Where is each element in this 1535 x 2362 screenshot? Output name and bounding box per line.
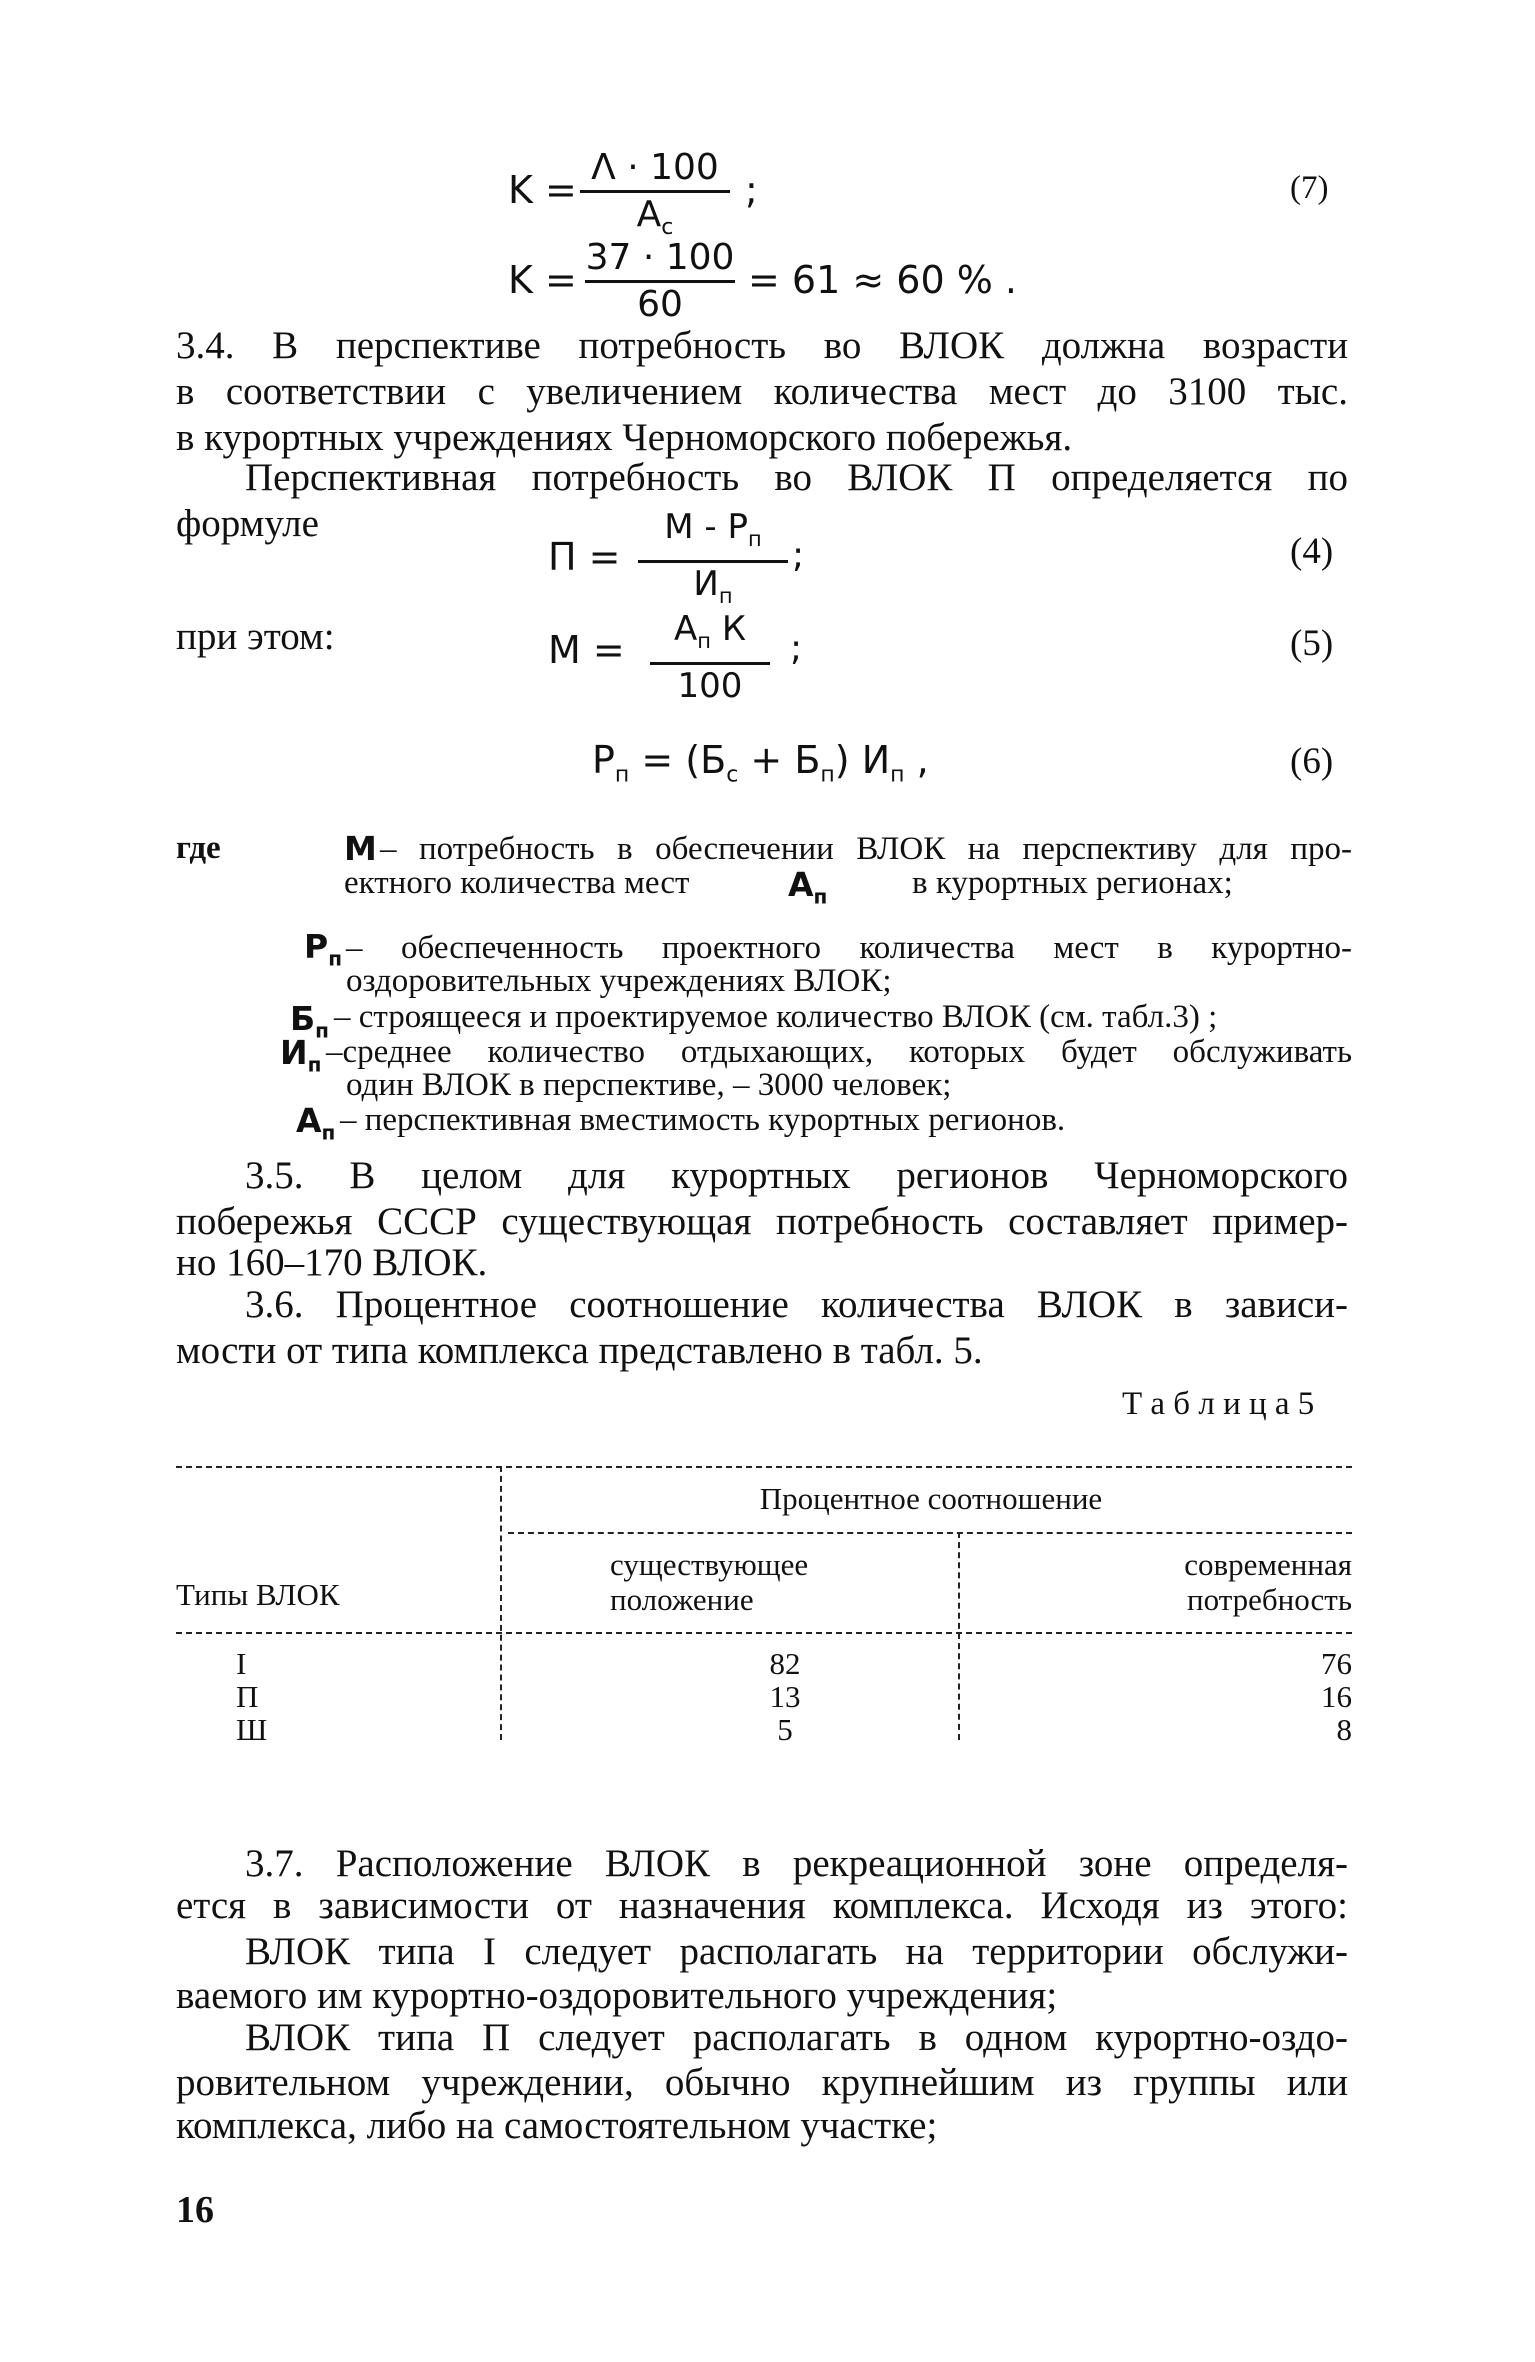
defs-p-line-1: – обеспеченность проектного количества мест в курортно- — [346, 930, 1352, 966]
formula4-num-sub: п — [748, 526, 762, 551]
formula7-den1-sub: c — [661, 215, 674, 241]
formula7-k2: K = — [508, 258, 577, 302]
formula6-p: Р — [592, 738, 615, 782]
table-rule-header — [176, 1632, 1352, 1634]
formula7-num1: Λ · 100 — [591, 147, 719, 188]
table-row-2-type: П — [236, 1679, 259, 1714]
formula5-lhs: М = — [548, 628, 625, 672]
formula7-k1: K = — [508, 168, 577, 212]
formula4-lhs: П = — [548, 535, 621, 579]
table-row-3-modern: 8 — [1336, 1712, 1352, 1747]
pri-etom: при этом: — [176, 615, 335, 658]
formula7-semicolon: ; — [745, 168, 758, 212]
table-group-header: Процентное соотношение — [759, 1481, 1103, 1516]
para-3-7-line-2: ется в зависимости от назначения комплекса. Исходя из этого: — [176, 1884, 1348, 1927]
defs-an-line: – перспективная вместимость курортных регионов. — [340, 1102, 1066, 1138]
defs-p-sym-text: Р — [304, 927, 329, 966]
formula4-den-sub: п — [718, 583, 733, 608]
formula4-num: М - Р — [664, 507, 748, 547]
table-caption: Т а б л и ц а 5 — [1122, 1386, 1315, 1422]
table-rule-v2 — [958, 1532, 960, 1740]
table-rule-top — [176, 1466, 1352, 1468]
para-3-5-line-1: 3.5. В целом для курортных регионов Черноморского — [245, 1154, 1348, 1197]
para-3-6-line-1: 3.6. Процентное соотношение количества ВЛОК в зависи- — [245, 1283, 1348, 1326]
table-row-1-type: I — [236, 1646, 247, 1681]
formula6-close: ) И — [834, 738, 891, 782]
formula5-number: (5) — [1290, 623, 1334, 664]
table-col-existing-2: положение — [610, 1582, 754, 1617]
formula7-den2: 60 — [637, 284, 683, 325]
table-row-1-existing: 82 — [769, 1646, 801, 1681]
formula6-sub3: п — [820, 762, 835, 788]
formula6-sub4: п — [890, 762, 905, 788]
table-col-modern-1: современная — [1184, 1547, 1352, 1582]
table-col-existing-1: существующее — [610, 1547, 809, 1582]
defs-a-sym-text: А — [788, 865, 814, 904]
para-3-7-line-6: ровительном учреждении, обычно крупнейшим из группы или — [176, 2061, 1348, 2104]
formula7-num2: 37 · 100 — [585, 237, 735, 278]
formula5-num-sub: п — [697, 628, 712, 653]
formula5-den: 100 — [677, 665, 743, 706]
persp-line-2: формуле — [176, 502, 319, 545]
defs-m-line-2-tail: в курортных регионах; — [912, 865, 1233, 901]
defs-i-line-2: один ВЛОК в перспективе, – 3000 человек; — [346, 1067, 952, 1103]
formula6-rest: = (Б — [629, 738, 727, 782]
para-3-5-line-2: побережья СССР существующая потребность составляет пример- — [176, 1200, 1348, 1243]
formula7-number: (7) — [1290, 170, 1329, 206]
defs-an-sub: п — [321, 1120, 336, 1145]
para-3-7-line-1: 3.7. Расположение ВЛОК в рекреационной зоне определя- — [245, 1842, 1348, 1885]
formula4-number: (4) — [1290, 531, 1334, 572]
table-row-2-modern: 16 — [1321, 1679, 1352, 1714]
formula5-tail: ; — [790, 628, 803, 669]
defs-b-line: – строящееся и проектируемое количество ВЛОК (см. табл.3) ; — [334, 999, 1218, 1035]
formula4-den: И — [693, 563, 719, 604]
persp-line-1: Перспективная потребность во ВЛОК П определяется по — [245, 456, 1348, 499]
para-3-4-line-2: в соответствии с увеличением количества мест до 3100 тыс. — [176, 370, 1348, 413]
table-rule-group — [508, 1532, 1352, 1534]
table-col-type: Типы ВЛОК — [176, 1577, 340, 1612]
page-number: 16 — [176, 2189, 214, 2231]
defs-i-line-1: –среднее количество отдыхающих, которых будет обслуживать — [326, 1034, 1352, 1070]
defs-p-line-2: оздоровительных учреждениях ВЛОК; — [346, 963, 892, 999]
defs-i-sub: п — [307, 1052, 322, 1077]
defs-b-sym-text: Б — [290, 999, 316, 1038]
para-3-5-line-3: но 160–170 ВЛОК. — [176, 1241, 488, 1284]
defs-gde: где — [176, 830, 221, 866]
table-rule-v1 — [500, 1466, 502, 1740]
para-3-7-line-3: ВЛОК типа I следует располагать на территории обслужи- — [245, 1930, 1348, 1973]
table-row-1-modern: 76 — [1321, 1646, 1352, 1681]
table-row-2-existing: 13 — [769, 1679, 801, 1714]
defs-m-line-2: ектного количества мест — [344, 865, 690, 901]
para-3-6-line-2: мости от типа комплекса представлено в табл. 5. — [176, 1329, 983, 1372]
para-3-7-line-4: ваемого им курортно-оздоровительного учреждения; — [176, 1974, 1058, 2017]
formula7-result: = 61 ≈ 60 % . — [748, 258, 1017, 302]
formula5-num: А — [674, 609, 698, 649]
formula6-plus: + Б — [738, 738, 821, 782]
para-3-4-line-1: 3.4. В перспективе потребность во ВЛОК должна возрасти — [176, 324, 1348, 367]
defs-p-sub: п — [328, 946, 343, 971]
defs-an-sym-text: А — [296, 1101, 322, 1140]
defs-m-line-1: – потребность в обеспечении ВЛОК на перспективу для про- — [380, 831, 1352, 867]
defs-a-sub: п — [813, 884, 828, 909]
table-row-3-existing: 5 — [777, 1712, 793, 1747]
para-3-7-line-7: комплекса, либо на самостоятельном участке; — [176, 2104, 938, 2147]
formula5-num-tail: К — [711, 609, 746, 649]
para-3-7-line-5: ВЛОК типа П следует располагать в одном курортно-оздо- — [245, 2016, 1348, 2059]
table-col-modern-2: потребность — [1187, 1582, 1352, 1617]
formula7-den1: A — [636, 194, 662, 235]
table-row-3-type: Ш — [236, 1712, 268, 1747]
formula4-tail: ; — [792, 535, 805, 576]
para-3-4-line-3: в курортных учреждениях Черноморского побережья. — [176, 416, 1073, 459]
formula6-tail: , — [904, 738, 929, 782]
defs-i-sym-text: И — [280, 1033, 308, 1072]
formula6-sub2: с — [726, 762, 739, 788]
defs-b-sub: п — [315, 1018, 329, 1043]
formula6-sub1: п — [614, 762, 630, 788]
defs-m-symbol: М — [344, 829, 377, 868]
formula6-number: (6) — [1290, 741, 1334, 782]
